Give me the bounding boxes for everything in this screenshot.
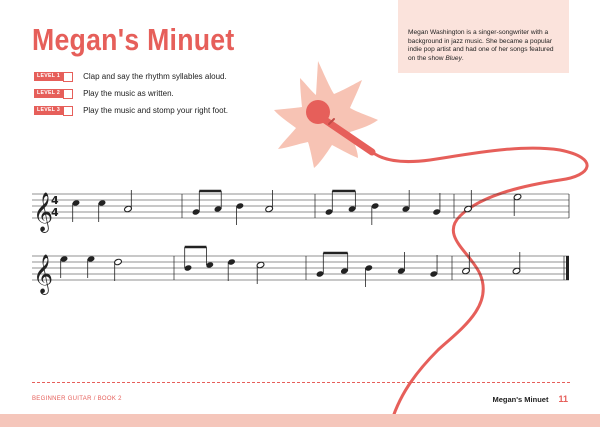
treble-clef: 𝄞 (33, 254, 54, 294)
info-text-end: . (461, 54, 464, 62)
page-title: Megan's Minuet (32, 22, 235, 57)
footer-divider (32, 382, 570, 383)
info-text-show: Bluey (445, 54, 462, 62)
treble-clef: 𝄞 (33, 192, 54, 232)
bottom-band (0, 414, 600, 427)
final-barline (566, 256, 569, 280)
info-text-main: Megan Washington is a singer-songwriter with a background in jazz music. She became a popular indie pop artist and had one of her songs featured on the show (408, 29, 554, 62)
footer-series: BEGINNER GUITAR / BOOK 2 (32, 396, 122, 402)
level-instruction: Clap and say the rhythm syllables aloud. (83, 72, 227, 81)
level-instruction: Play the music as written. (83, 89, 174, 98)
footer-piece-title: Megan's Minuet (492, 395, 549, 404)
level-badge-label: LEVEL 1 (34, 72, 63, 81)
time-signature-bottom: 4 (51, 206, 59, 219)
staff-system (32, 247, 569, 295)
time-signature-top: 4 (51, 194, 59, 207)
level-instruction: Play the music and stomp your right foot. (83, 106, 229, 115)
page-number: 11 (558, 394, 568, 404)
level-badge-label: LEVEL 3 (34, 106, 63, 115)
footer-right (493, 394, 568, 404)
level-badge-label: LEVEL 2 (34, 89, 63, 98)
staff-system (32, 190, 569, 233)
